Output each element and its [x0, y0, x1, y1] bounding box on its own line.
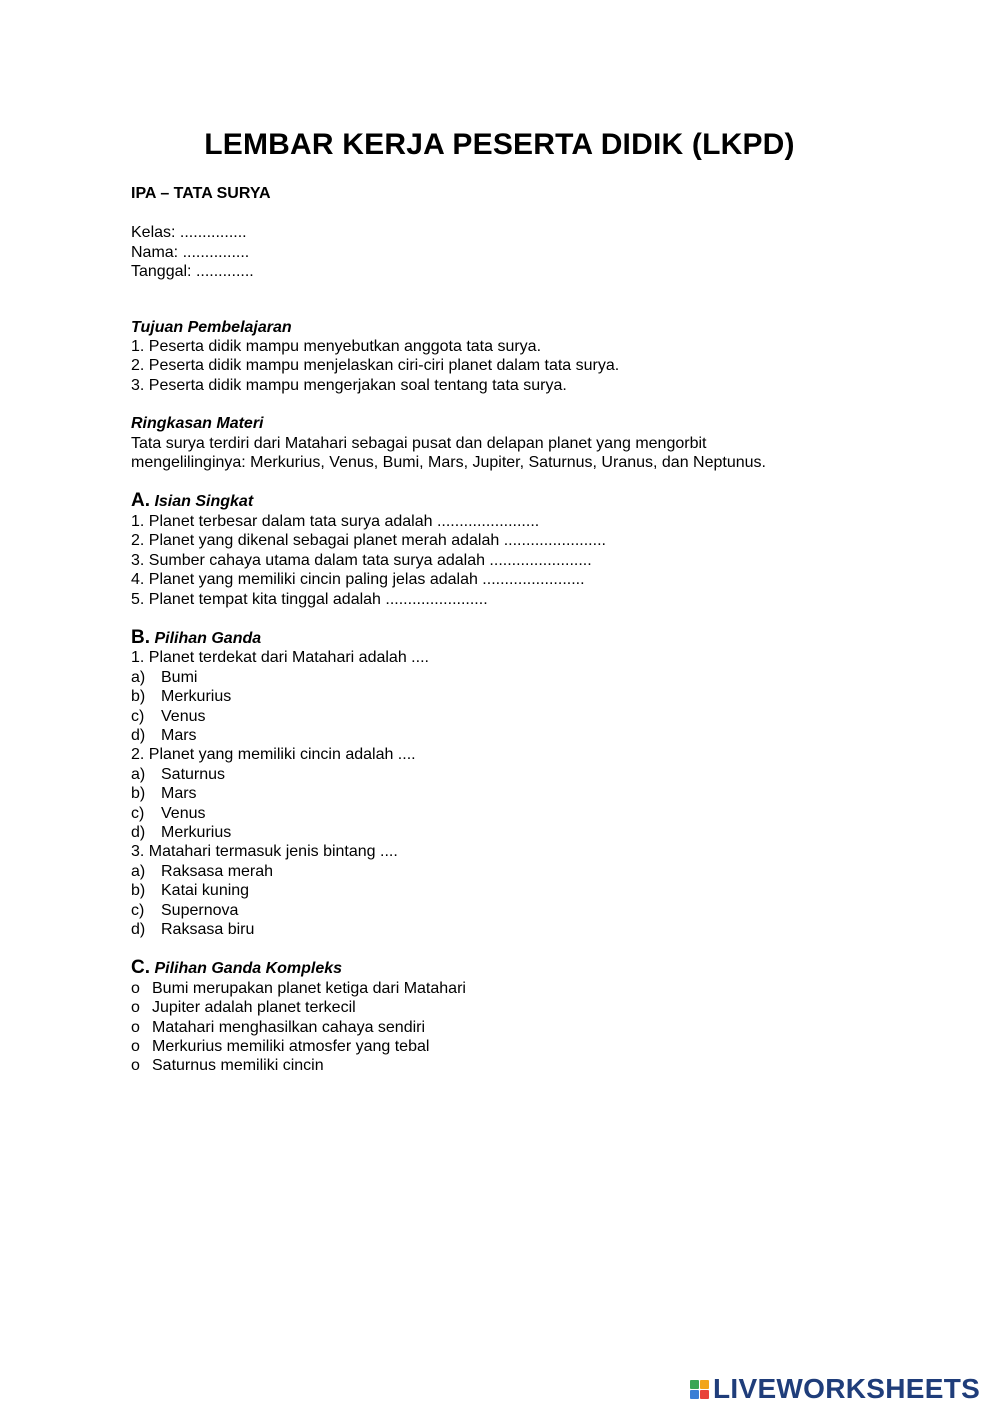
- subject-heading: IPA – TATA SURYA: [131, 185, 271, 202]
- option-label: d): [131, 726, 146, 744]
- option-text: Saturnus: [161, 765, 226, 783]
- pg-option[interactable]: [131, 765, 851, 784]
- pg-option[interactable]: [131, 707, 851, 726]
- logo-text: LIVEWORKSHEETS: [713, 1373, 981, 1404]
- pg-option[interactable]: [131, 862, 851, 881]
- option-label: c): [131, 707, 145, 725]
- isian-question[interactable]: 1. Planet terbesar dalam tata surya adalah .......................: [131, 512, 540, 530]
- tujuan-item: 1. Peserta didik mampu menyebutkan anggota tata surya.: [131, 338, 542, 356]
- logo-mark-square: [690, 1390, 699, 1399]
- page-title: LEMBAR KERJA PESERTA DIDIK (LKPD): [204, 128, 795, 161]
- complex-choice[interactable]: [131, 998, 851, 1017]
- identity-block: [131, 223, 851, 281]
- choice-text: Jupiter adalah planet terkecil: [152, 999, 356, 1017]
- complex-choice[interactable]: [131, 1056, 851, 1075]
- logo-mark-square: [700, 1390, 709, 1399]
- option-text: Merkurius: [161, 688, 232, 706]
- option-text: Raksasa biru: [161, 921, 255, 938]
- logo-mark-square: [690, 1380, 699, 1389]
- pg-option[interactable]: [131, 804, 851, 823]
- option-label: b): [131, 785, 146, 803]
- checkbox-circle-icon[interactable]: o: [131, 999, 140, 1017]
- option-label: c): [131, 804, 145, 822]
- choice-text: Bumi merupakan planet ketiga dari Matahari: [152, 979, 466, 997]
- section-a-title: Isian Singkat: [154, 493, 254, 511]
- logo-mark-square: [700, 1380, 709, 1389]
- pg-question-1: 1. Planet terdekat dari Matahari adalah ....: [131, 649, 429, 667]
- pg-option[interactable]: [131, 823, 851, 842]
- option-label: a): [131, 862, 146, 880]
- nama-field[interactable]: Nama: ...............: [131, 243, 250, 261]
- section-a: [131, 491, 851, 608]
- option-text: Mars: [161, 726, 197, 744]
- pg-option[interactable]: [131, 881, 851, 900]
- section-c-title: Pilihan Ganda Kompleks: [154, 960, 343, 978]
- isian-question[interactable]: 4. Planet yang memiliki cincin paling jelas adalah .......................: [131, 571, 585, 589]
- option-text: Bumi: [161, 668, 198, 686]
- section-c: [131, 958, 851, 1075]
- option-text: Katai kuning: [161, 882, 250, 900]
- checkbox-circle-icon[interactable]: o: [131, 979, 140, 997]
- pg-option[interactable]: [131, 920, 851, 939]
- ringkasan-section: [131, 414, 851, 472]
- option-label: a): [131, 668, 146, 686]
- liveworksheets-logo: [690, 1374, 980, 1404]
- section-b-title: Pilihan Ganda: [154, 629, 262, 647]
- complex-choice[interactable]: [131, 1018, 851, 1037]
- option-label: a): [131, 765, 146, 783]
- section-b-letter: B.: [131, 626, 150, 648]
- tanggal-field[interactable]: Tanggal: .............: [131, 263, 254, 281]
- option-text: Mars: [161, 785, 197, 803]
- isian-question[interactable]: 5. Planet tempat kita tinggal adalah .......................: [131, 590, 488, 608]
- complex-choice[interactable]: [131, 1037, 851, 1056]
- checkbox-circle-icon[interactable]: o: [131, 1038, 140, 1056]
- option-label: b): [131, 882, 146, 900]
- choice-text: Merkurius memiliki atmosfer yang tebal: [152, 1038, 430, 1056]
- pg-question-2: 2. Planet yang memiliki cincin adalah ....: [131, 746, 416, 764]
- option-label: d): [131, 823, 146, 841]
- tujuan-heading: Tujuan Pembelajaran: [131, 318, 292, 336]
- pg-option[interactable]: [131, 687, 851, 706]
- option-text: Venus: [161, 804, 206, 822]
- pg-question-3: 3. Matahari termasuk jenis bintang ....: [131, 843, 398, 861]
- section-c-heading: [131, 958, 851, 978]
- logo-mark-icon: [690, 1380, 709, 1399]
- ringkasan-line: mengelilinginya: Merkurius, Venus, Bumi, Mars, Jupiter, Saturnus, Uranus, dan Neptunus.: [131, 454, 766, 472]
- section-c-letter: C.: [131, 957, 150, 979]
- kelas-field[interactable]: Kelas: ...............: [131, 224, 247, 242]
- option-text: Supernova: [161, 901, 239, 919]
- pg-option[interactable]: [131, 784, 851, 803]
- isian-question[interactable]: 3. Sumber cahaya utama dalam tata surya adalah .......................: [131, 551, 592, 569]
- option-label: c): [131, 901, 145, 919]
- option-label: d): [131, 921, 146, 938]
- option-label: b): [131, 688, 146, 706]
- option-text: Merkurius: [161, 823, 232, 841]
- tujuan-section: [131, 318, 851, 396]
- section-b: [131, 628, 851, 940]
- choice-text: Matahari menghasilkan cahaya sendiri: [152, 1018, 426, 1036]
- pg-option[interactable]: [131, 726, 851, 745]
- choice-text: Saturnus memiliki cincin: [152, 1057, 324, 1075]
- section-b-heading: [131, 628, 851, 648]
- tujuan-item: 2. Peserta didik mampu menjelaskan ciri-ciri planet dalam tata surya.: [131, 357, 620, 375]
- option-text: Raksasa merah: [161, 862, 274, 880]
- checkbox-circle-icon[interactable]: o: [131, 1018, 140, 1036]
- pg-option[interactable]: [131, 668, 851, 687]
- ringkasan-line: Tata surya terdiri dari Matahari sebagai pusat dan delapan planet yang mengorbit: [131, 434, 707, 452]
- tujuan-item: 3. Peserta didik mampu mengerjakan soal tentang tata surya.: [131, 376, 567, 394]
- ringkasan-heading: Ringkasan Materi: [131, 415, 264, 433]
- option-text: Venus: [161, 707, 206, 725]
- checkbox-circle-icon[interactable]: o: [131, 1057, 140, 1075]
- pg-option[interactable]: [131, 901, 851, 920]
- section-a-letter: A.: [131, 490, 150, 512]
- isian-question[interactable]: 2. Planet yang dikenal sebagai planet merah adalah .......................: [131, 532, 606, 550]
- section-a-heading: [131, 491, 851, 511]
- worksheet-content: [131, 184, 851, 1076]
- complex-choice[interactable]: [131, 979, 851, 998]
